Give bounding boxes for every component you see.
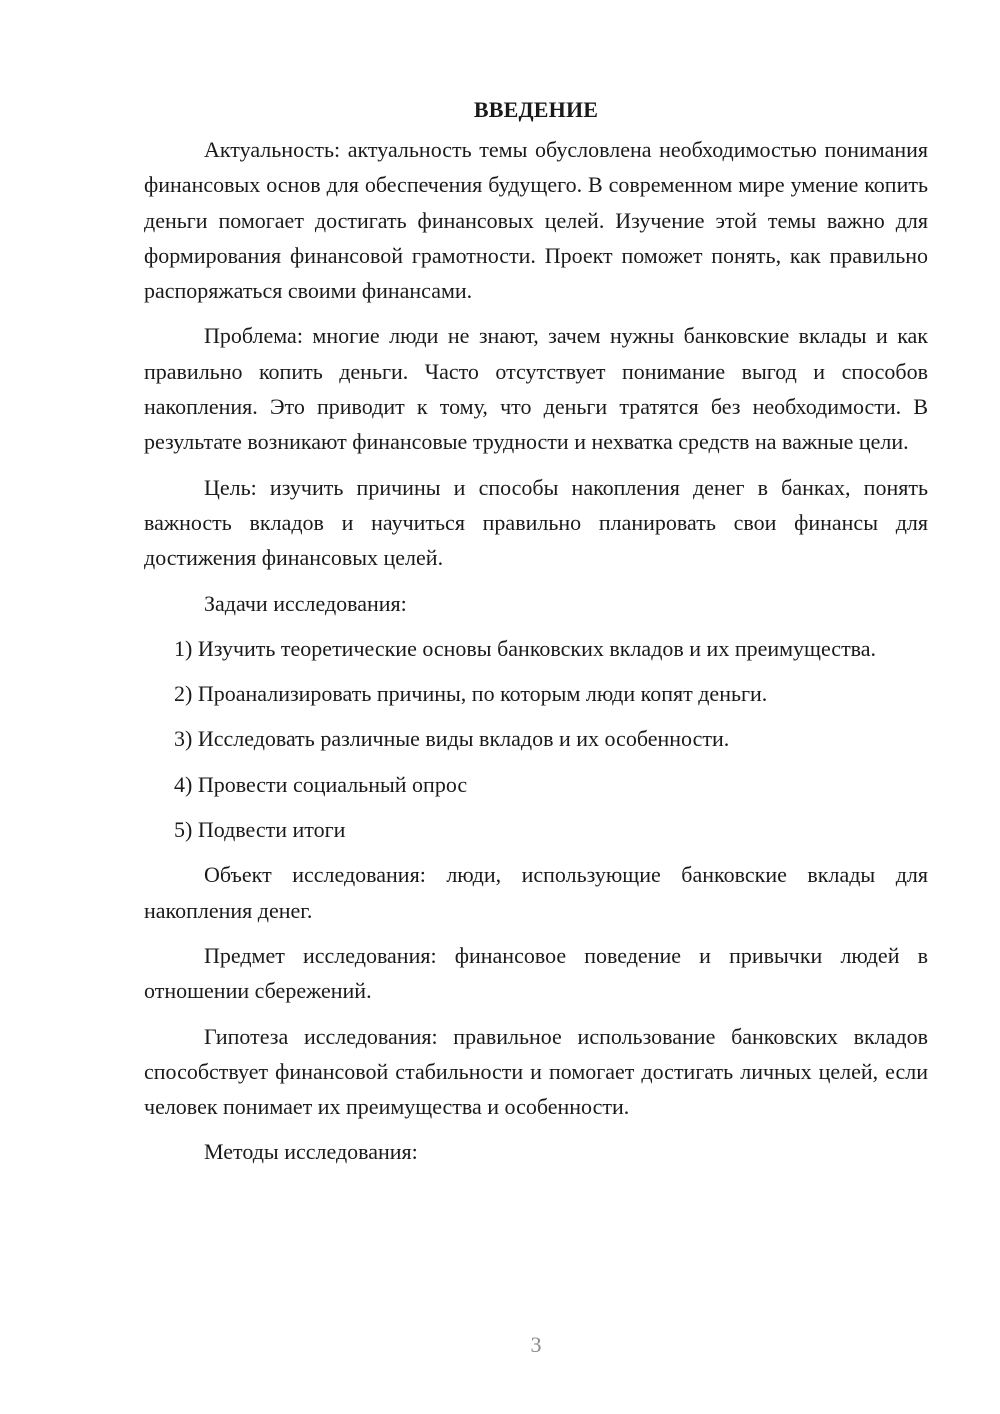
page-number: 3 <box>530 1332 542 1357</box>
object-paragraph: Объект исследования: люди, использующие банковские вклады для накопления денег. <box>144 862 928 923</box>
relevance-paragraph: Актуальность: актуальность темы обусловлена необходимостью понимания финансовых основ для обеспечения будущего. В современном мире умение копить деньги помогает достигать финансовых целей. Изучение этой темы важно для формирования финансовой грамотности. Проект поможет понять, как правильно распоряжаться своими финансами. <box>144 137 928 304</box>
problem-paragraph: Проблема: многие люди не знают, зачем нужны банковские вклады и как правильно копить деньги. Часто отсутствует понимание выгод и способов накопления. Это приводит к тому, что деньги тратятся без необходимости. В результате возникают финансовые трудности и нехватка средств на важные цели. <box>144 323 928 455</box>
task-item-3: 3) Исследовать различные виды вкладов и их особенности. <box>174 726 730 752</box>
task-item-2: 2) Проанализировать причины, по которым люди копят деньги. <box>174 681 768 707</box>
methods-title: Методы исследования: <box>204 1139 418 1165</box>
task-item-4: 4) Провести социальный опрос <box>174 771 468 797</box>
subject-paragraph: Предмет исследования: финансовое поведение и привычки людей в отношении сбережений. <box>144 942 928 1004</box>
task-item-5: 5) Подвести итоги <box>174 817 346 843</box>
document-page <box>144 92 928 1180</box>
hypothesis-paragraph: Гипотеза исследования: правильное использование банковских вкладов способствует финансовой стабильности и помогает достигать личных целей, если человек понимает их преимущества и особенности. <box>144 1023 928 1120</box>
tasks-title: Задачи исследования: <box>204 590 407 616</box>
task-item-1: 1) Изучить теоретические основы банковских вкладов и их преимущества. <box>174 635 877 661</box>
section-heading: ВВЕДЕНИЕ <box>473 97 599 122</box>
goal-paragraph: Цель: изучить причины и способы накопления денег в банках, понять важность вкладов и научиться правильно планировать свои финансы для достижения финансовых целей. <box>144 474 928 571</box>
